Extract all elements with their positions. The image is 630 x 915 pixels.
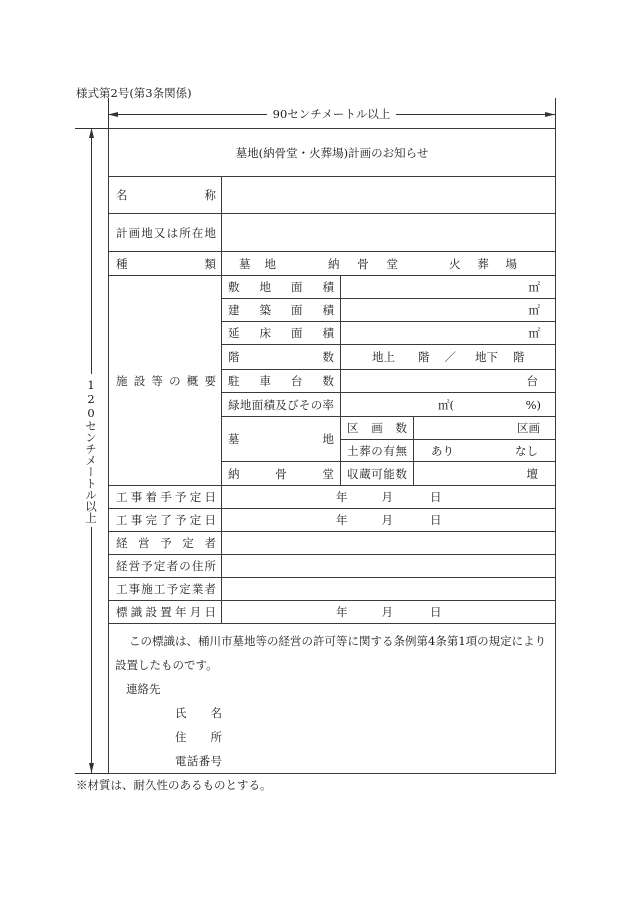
construction-start-label-cell [109, 486, 222, 509]
sign-date-row [109, 601, 556, 624]
burial-options [414, 444, 555, 458]
floors-label-char: 階 [228, 350, 240, 364]
date-year: 年 [336, 513, 348, 527]
operator-address-label-cell [109, 555, 222, 578]
notice-line-2: 設置したものです。 [115, 658, 218, 672]
contact-field-name-row [175, 701, 222, 725]
operator-address-label-char: 住 [191, 559, 204, 573]
location-label [116, 226, 216, 240]
construction-end-label-char: 完 [145, 513, 157, 527]
contact-field-name-char: 氏 [175, 706, 187, 720]
site-area-label-char: 面 [291, 280, 303, 294]
date-year: 年 [336, 490, 348, 504]
type-option-crematorium-char: 火 [449, 256, 461, 271]
ossuary-label-char: 骨 [275, 466, 287, 481]
height-dimension [85, 128, 97, 773]
type-label-char: 種 [116, 256, 128, 271]
burial-label-char: 土 [347, 443, 359, 458]
name-label-cell [109, 177, 222, 214]
green-area-label-char: 及 [275, 397, 287, 412]
construction-start-label-char: 着 [145, 490, 157, 504]
type-option-ossuary-char: 骨 [357, 256, 369, 271]
floors-separator: ／ [444, 350, 456, 364]
plots-label-char: 数 [395, 421, 407, 435]
burial-label-char: 無 [395, 443, 407, 458]
burial-label-char: 葬 [359, 443, 371, 458]
operator-row [109, 532, 556, 555]
location-label-char: は [166, 225, 179, 240]
plots-label-char: 画 [371, 421, 383, 435]
ossuary-label [228, 467, 334, 481]
operator-address-label-char: 定 [153, 559, 166, 573]
overview-label-char: 等 [151, 373, 163, 388]
operator-label-char: 営 [138, 536, 150, 550]
plots-label [347, 421, 407, 435]
date-day: 日 [430, 513, 442, 527]
contractor-label-char: 事 [128, 582, 141, 596]
capacity-label-char: 可 [371, 466, 383, 481]
contact-field-address-row [175, 725, 222, 749]
sign-date-label-char: 月 [189, 605, 202, 619]
location-label-char: 在 [191, 225, 204, 240]
construction-end-date-cell [222, 509, 556, 532]
construction-start-date-cell [222, 486, 556, 509]
date-day: 日 [430, 490, 442, 504]
total-floor-area-label-char: 延 [228, 326, 240, 340]
type-options-cell [222, 252, 556, 276]
operator-address-label-char: 予 [141, 559, 153, 573]
green-area-label-char: び [287, 397, 299, 412]
name-value-cell [222, 177, 556, 214]
ossuary-label-char: 堂 [322, 466, 334, 481]
site-area-label-cell [222, 276, 341, 299]
capacity-label-cell [341, 462, 414, 486]
construction-end-label-char: 工 [116, 513, 128, 527]
type-label [116, 257, 216, 271]
floors-label-char: 数 [322, 350, 334, 364]
total-floor-area-label [228, 326, 334, 340]
floors-above-label: 地上 [372, 350, 395, 364]
green-area-label-char: そ [298, 397, 311, 412]
plots-label-cell [341, 417, 414, 440]
building-area-label-char: 積 [322, 303, 334, 317]
green-area-value [341, 398, 555, 412]
cemetery-label-char: 地 [322, 432, 334, 446]
parking-label-char: 数 [322, 374, 334, 388]
contact-field-address [175, 725, 222, 749]
total-floor-area-unit: ㎡ [341, 322, 556, 345]
building-area-unit: ㎡ [341, 299, 556, 322]
parking-label-cell [222, 370, 341, 393]
sign-date [222, 605, 555, 619]
type-option-ossuary [328, 257, 398, 271]
green-rate-unit: %) [525, 397, 542, 412]
location-label-char: 地 [141, 225, 153, 240]
sign-date-label-char: 日 [204, 605, 216, 619]
floors-value-cell [341, 345, 556, 370]
construction-end-label-char: 事 [130, 513, 143, 527]
green-area-label-char: 緑 [228, 397, 240, 412]
contact-field-phone-char: 電 [175, 754, 187, 768]
contractor-label-char: 工 [116, 582, 128, 596]
contractor-label-char: 予 [166, 582, 179, 596]
type-option-ossuary-char: 堂 [386, 256, 398, 271]
sign-date-label-cell [109, 601, 222, 624]
height-dimension-label: 120センチメートル以上 [85, 374, 97, 528]
operator-label-char: 経 [116, 536, 128, 550]
sign-table [108, 128, 556, 774]
type-options [222, 257, 555, 271]
building-area-label-char: 築 [259, 303, 271, 317]
construction-start-label-char: 日 [204, 490, 216, 504]
contact-field-phone-char: 話 [186, 754, 199, 768]
total-floor-area-label-char: 積 [322, 326, 334, 340]
notice-line-1: この標識は、桶川市墓地等の経営の許可等に関する条例第4条第1項の規定により [129, 634, 547, 648]
name-label [116, 188, 216, 202]
type-option-cemetery [239, 257, 276, 271]
floors-label-cell [222, 345, 341, 370]
location-label-char: 所 [179, 225, 191, 240]
operator-label-char: 予 [160, 536, 172, 550]
ossuary-label-char: 納 [228, 466, 240, 481]
burial-label-char: 有 [383, 443, 395, 458]
operator-address-label-char: の [179, 559, 191, 573]
overview-label-char: 設 [133, 373, 146, 388]
sign-date-label-char: 設 [145, 605, 157, 619]
construction-start-label [116, 490, 216, 504]
operator-address-label-char: 者 [166, 559, 179, 573]
sign-date-label [116, 605, 216, 619]
operator-address-row [109, 555, 556, 578]
name-row [109, 177, 556, 214]
site-area-label-char: 敷 [228, 280, 240, 294]
green-area-label-char: の [310, 397, 323, 412]
cemetery-label-cell [222, 417, 341, 462]
ossuary-label-cell [222, 462, 341, 486]
cemetery-label-char: 墓 [228, 432, 240, 446]
burial-option-no: なし [515, 443, 539, 458]
overview-label-cell [109, 276, 222, 486]
capacity-label-char: 数 [395, 466, 407, 481]
operator-label [116, 536, 216, 550]
parking-label [228, 374, 334, 388]
width-dimension [108, 107, 555, 121]
location-value-cell [222, 214, 556, 252]
total-floor-area-label-char: 床 [259, 326, 271, 340]
site-area-label-char: 地 [259, 280, 271, 294]
contractor-label-cell [109, 578, 222, 601]
burial-label [347, 444, 407, 458]
construction-start-label-char: 手 [160, 490, 172, 504]
name-label-char: 称 [204, 188, 216, 202]
parking-label-char: 駐 [228, 374, 240, 388]
site-area-row [109, 276, 556, 299]
location-label-char: 地 [204, 225, 216, 240]
sign-date-label-char: 識 [130, 605, 143, 619]
type-option-crematorium-char: 場 [505, 256, 517, 271]
type-option-crematorium [449, 257, 517, 271]
footer-note: ※材質は、耐久性のあるものとする。 [76, 778, 272, 792]
building-area-label [228, 303, 334, 317]
site-area-label-char: 積 [322, 280, 334, 294]
green-area-unit: ㎡( [438, 397, 454, 412]
date-month: 月 [381, 490, 393, 504]
location-label-char: 計 [116, 225, 128, 240]
contact-field-address-char: 所 [210, 730, 222, 744]
type-label-cell [109, 252, 222, 276]
type-option-ossuary-char: 納 [328, 256, 340, 271]
plots-label-char: 区 [347, 421, 359, 435]
construction-start-date [222, 490, 555, 504]
construction-end-date [222, 513, 555, 527]
operator-address-label [116, 559, 216, 573]
location-label-cell [109, 214, 222, 252]
construction-start-label-char: 定 [189, 490, 202, 504]
date-year: 年 [336, 605, 348, 619]
floors-below-label: 地下 [475, 350, 498, 364]
overview-label-char: 要 [204, 373, 216, 388]
type-row [109, 252, 556, 276]
type-label-char: 類 [204, 256, 216, 271]
burial-label-cell [341, 440, 414, 462]
green-area-label-char: 積 [263, 397, 275, 412]
parking-unit: 台 [341, 370, 556, 393]
contact-field-name-char: 名 [210, 706, 222, 720]
sign-date-label-char: 置 [160, 605, 172, 619]
form-number: 様式第2号(第3条関係) [76, 86, 192, 100]
contractor-label-char: 業 [191, 582, 204, 596]
floors-below-unit: 階 [513, 350, 525, 364]
type-option-cemetery-char: 地 [264, 256, 276, 271]
operator-address-label-char: 所 [204, 559, 216, 573]
notice-cell [109, 624, 556, 774]
contact-label: 連絡先 [126, 682, 161, 696]
operator-label-char: 者 [204, 536, 216, 550]
contractor-row [109, 578, 556, 601]
green-area-label [228, 398, 334, 412]
burial-label-char: の [371, 443, 383, 458]
construction-end-row [109, 509, 556, 532]
building-area-label-char: 面 [291, 303, 303, 317]
type-option-crematorium-char: 葬 [477, 256, 489, 271]
contact-field-name [175, 701, 222, 725]
parking-label-char: 車 [259, 374, 271, 388]
operator-address-value-cell [222, 555, 556, 578]
operator-label-cell [109, 532, 222, 555]
construction-end-label-char: 定 [189, 513, 202, 527]
contact-field-phone-char: 号 [210, 754, 222, 768]
plots-unit: 区画 [414, 417, 556, 440]
capacity-label-char: 収 [347, 466, 359, 481]
cemetery-label [228, 432, 334, 446]
site-area-unit: ㎡ [341, 276, 556, 299]
capacity-unit: 壇 [414, 462, 556, 486]
contact-field-phone [175, 749, 222, 773]
contact-field-phone-row [175, 749, 222, 773]
construction-start-label-char: 予 [175, 490, 187, 504]
floors-value [341, 350, 555, 364]
width-dimension-label: 90センチメートル以上 [267, 107, 397, 121]
contractor-value-cell [222, 578, 556, 601]
construction-end-label-char: 了 [160, 513, 172, 527]
construction-start-row [109, 486, 556, 509]
sign-date-label-char: 年 [175, 605, 187, 619]
contractor-label [116, 582, 216, 596]
operator-label-char: 定 [182, 536, 194, 550]
overview-label-char: の [169, 373, 181, 388]
date-month: 月 [381, 605, 393, 619]
total-floor-area-label-cell [222, 322, 341, 345]
contractor-label-char: 者 [204, 582, 216, 596]
title-row [109, 129, 556, 177]
green-area-label-cell [222, 393, 341, 417]
name-label-char: 名 [116, 188, 128, 202]
green-area-label-char: 面 [251, 397, 264, 412]
capacity-label-char: 能 [383, 466, 395, 481]
green-area-value-cell [341, 393, 556, 417]
overview-label-char: 施 [116, 373, 128, 388]
capacity-label-char: 蔵 [359, 466, 371, 481]
sign-date-label-char: 標 [116, 605, 128, 619]
location-label-char: 画 [128, 225, 141, 240]
contact-field-phone-char: 番 [198, 754, 211, 768]
construction-start-label-char: 事 [130, 490, 143, 504]
site-area-label [228, 280, 334, 294]
contractor-label-char: 施 [141, 582, 153, 596]
operator-address-label-char: 営 [128, 559, 141, 573]
sign-date-cell [222, 601, 556, 624]
date-day: 日 [430, 605, 442, 619]
construction-end-label-cell [109, 509, 222, 532]
green-area-label-char: 地 [239, 397, 252, 412]
date-month: 月 [381, 513, 393, 527]
sign-title: 墓地(納骨堂・火葬場)計画のお知らせ [109, 129, 556, 177]
overview-label-char: 概 [186, 373, 199, 388]
contractor-label-char: 定 [179, 582, 191, 596]
overview-label [116, 374, 216, 388]
type-option-cemetery-char: 墓 [239, 256, 251, 271]
construction-end-label [116, 513, 216, 527]
contact-field-address-char: 住 [175, 730, 187, 744]
contractor-label-char: 工 [153, 582, 166, 596]
construction-end-label-char: 日 [204, 513, 216, 527]
operator-value-cell [222, 532, 556, 555]
parking-label-char: 台 [291, 374, 303, 388]
capacity-label [347, 467, 407, 481]
building-area-label-char: 建 [228, 303, 240, 317]
construction-end-label-char: 予 [175, 513, 187, 527]
operator-address-label-char: 経 [116, 559, 128, 573]
notice-block [109, 624, 555, 773]
location-label-char: 又 [153, 225, 166, 240]
total-floor-area-label-char: 面 [291, 326, 303, 340]
green-area-label-char: 率 [322, 397, 334, 412]
construction-start-label-char: 工 [116, 490, 128, 504]
location-row [109, 214, 556, 252]
building-area-label-cell [222, 299, 341, 322]
floors-above-unit: 階 [418, 350, 430, 364]
floors-label [228, 350, 334, 364]
burial-value-cell [414, 440, 556, 462]
notice-row [109, 624, 556, 774]
burial-option-yes: あり [431, 443, 454, 458]
